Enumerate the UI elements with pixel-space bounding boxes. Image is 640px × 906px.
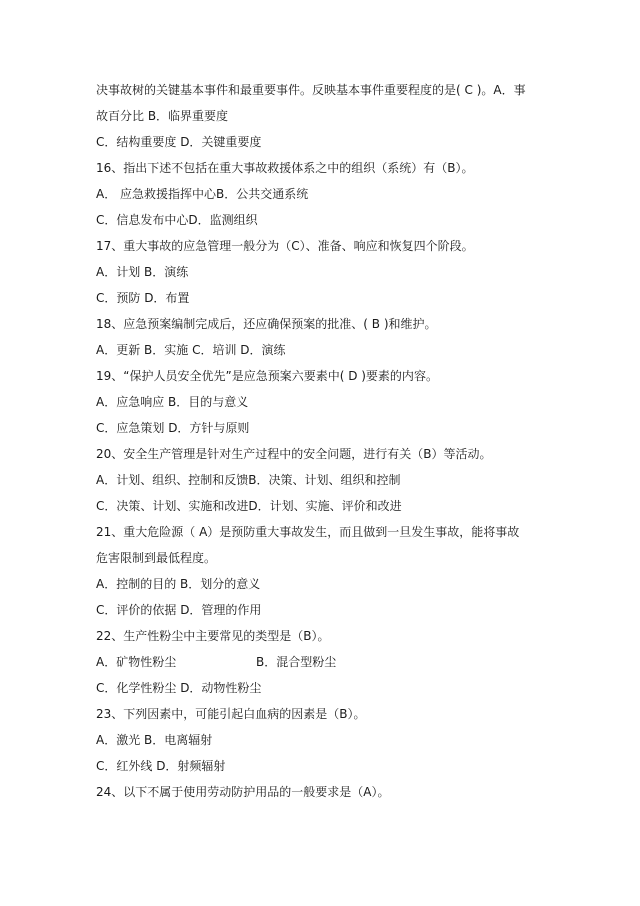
- text-line: C．预防 D．布置: [96, 291, 190, 305]
- text-line: C．应急策划 D．方针与原则: [96, 421, 250, 435]
- question-24: 24、以下不属于使用劳动防护用品的一般要求是（A）。: [96, 785, 390, 799]
- question-17: 17、重大事故的应急管理一般分为（C）、准备、响应和恢复四个阶段。: [96, 239, 474, 253]
- text-line: A．计划、组织、控制和反馈B．决策、计划、组织和控制: [96, 473, 401, 487]
- option-b-text: B．混合型粉尘: [256, 655, 337, 669]
- question-20: 20、安全生产管理是针对生产过程中的安全问题，进行有关（B）等活动。: [96, 447, 492, 461]
- text-line: A．控制的目的 B．划分的意义: [96, 577, 261, 591]
- question-21: 21、重大危险源（ A）是预防重大事故发生，而且做到一旦发生事故，能将事故: [96, 525, 520, 539]
- text-line: C．决策、计划、实施和改进D．计划、实施、评价和改进: [96, 499, 402, 513]
- text-line: A．应急响应 B．目的与意义: [96, 395, 249, 409]
- text-line: A． 应急救援指挥中心B．公共交通系统: [96, 187, 309, 201]
- question-18: 18、应急预案编制完成后，还应确保预案的批准、( B )和维护。: [96, 317, 437, 331]
- question-16: 16、指出下述不包括在重大事故救援体系之中的组织（系统）有（B）。: [96, 161, 474, 175]
- text-line: C．信息发布中心D．监测组织: [96, 213, 258, 227]
- text-line: A．计划 B．演练: [96, 265, 189, 279]
- text-line: 故百分比 B．临界重要度: [96, 109, 229, 123]
- question-19: 19、“保护人员安全优先”是应急预案六要素中( D )要素的内容。: [96, 369, 438, 383]
- text-line: C．化学性粉尘 D．动物性粉尘: [96, 681, 262, 695]
- text-line: A．更新 B．实施 C．培训 D．演练: [96, 343, 286, 357]
- text-line: C．结构重要度 D．关键重要度: [96, 135, 262, 149]
- text-line: 决事故树的关键基本事件和最重要事件。反映基本事件重要程度的是( C )。A．事: [96, 83, 526, 97]
- text-line: A．矿物性粉尘: [96, 655, 177, 669]
- text-line: 危害限制到最低程度。: [96, 551, 217, 565]
- question-23: 23、下列因素中，可能引起白血病的因素是（B）。: [96, 707, 366, 721]
- question-22: 22、生产性粉尘中主要常见的类型是（B）。: [96, 629, 330, 643]
- text-line: A．激光 B．电离辐射: [96, 733, 213, 747]
- text-line: C．红外线 D．射频辐射: [96, 759, 226, 773]
- text-line: C．评价的依据 D．管理的作用: [96, 603, 262, 617]
